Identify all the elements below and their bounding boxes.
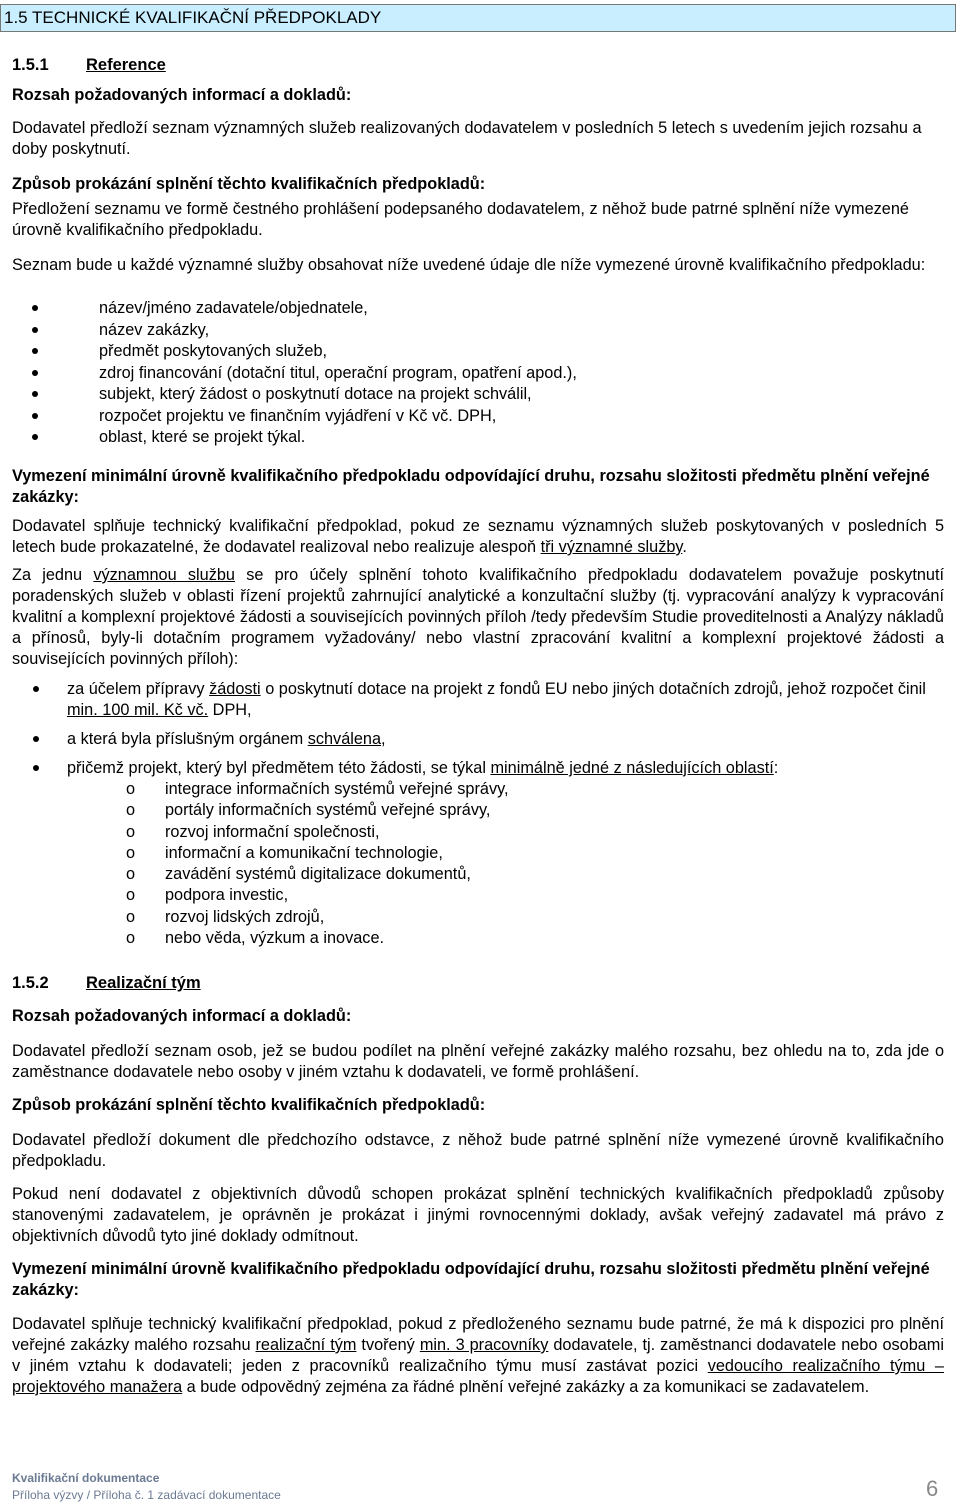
list-item: o rozvoj lidských zdrojů, — [0, 907, 509, 928]
list-item: název/jméno zadavatele/objednatele, — [0, 298, 577, 320]
list-item: subjekt, který žádost o poskytnutí dotace na projekt schválil, — [0, 384, 577, 406]
subsection-number: 1.5.1 — [12, 56, 49, 74]
footer-attachment-note: Příloha výzvy / Příloha č. 1 zadávací dokumentace — [12, 1488, 281, 1502]
paragraph-zpusob: Dodavatel předloží dokument dle předchozího odstavce, z něhož bude patrné splnění níže vymezené úrovně kvalifikačního předpokladu. — [12, 1131, 944, 1170]
areas-list — [0, 779, 509, 949]
subsection-number: 1.5.2 — [12, 974, 49, 992]
list-item: o rozvoj informační společnosti, — [0, 822, 509, 843]
subsection-title: Realizační tým — [86, 974, 201, 992]
footer-document-title: Kvalifikační dokumentace — [12, 1471, 160, 1485]
section-heading — [0, 4, 956, 32]
list-item: o integrace informačních systémů veřejné správy, — [0, 779, 509, 800]
paragraph-seznam: Seznam bude u každé významné služby obsahovat níže uvedené údaje dle níže vymezené úrovně kvalifikačního předpokladu: — [12, 256, 926, 274]
paragraph-zpusob: Předložení seznamu ve formě čestného prohlášení podepsaného dodavatelem, z něhož bude patrné splnění níže vymezené úrovně kvalifikačního předpokladu. — [12, 200, 909, 239]
condition-item: přičemž projekt, který byl předmětem této žádosti, se týkal minimálně jedné z následujících oblastí: — [12, 758, 944, 779]
page-number: 6 — [926, 1476, 939, 1501]
condition-item: za účelem přípravy žádosti o poskytnutí dotace na projekt z fondů EU nebo jiných dotačních zdrojů, jehož rozpočet činil min. 100 mil. Kč vč. DPH, — [12, 679, 944, 721]
list-item: o podpora investic, — [0, 885, 509, 906]
paragraph-pokud: Pokud není dodavatel z objektivních důvodů schopen prokázat splnění technických kvalifikačních předpokladů způsoby stanovenými zadavatelem, je oprávněn je prokázat i jinými rovnocennými doklady, avšak veřejný zadavatel má právo z objektivních důvodů tyto jiné doklady odmítnout. — [12, 1185, 944, 1245]
paragraph-splnuje: Dodavatel splňuje technický kvalifikační předpoklad, pokud ze seznamu významných služeb poskytovaných v posledních 5 letech bude prokazatelné, že dodavatel realizoval nebo realizuje alespoň tři významné služby. — [12, 517, 944, 556]
list-item: o informační a komunikační technologie, — [0, 843, 509, 864]
required-data-list — [0, 298, 577, 449]
heading-rozsah: Rozsah požadovaných informací a dokladů: — [12, 86, 352, 104]
section-title: 1.5 TECHNICKÉ KVALIFIKAČNÍ PŘEDPOKLADY — [4, 8, 382, 27]
paragraph-vyznamna-sluzba: Za jednu významnou službu se pro účely splnění tohoto kvalifikačního předpokladu dodavatelem považuje poskytnutí poradenských služeb v oblasti řízení projektů zahrnující analytické a konzultační služby (tj. vypracování analýzy k vypracování kvalitní a komplexní projektové žádosti a souvisejících povinných příloh /tedy především Studie proveditelnosti a Analýzy nákladů a přínosů, byly-li dotačním programem vyžadovány/ nebo vlastní zpracování kvalitní a komplexní projektové žádosti a souvisejících povinných příloh): — [12, 566, 944, 668]
heading-zpusob: Způsob prokázání splnění těchto kvalifikačních předpokladů: — [12, 1096, 486, 1114]
paragraph-tym: Dodavatel splňuje technický kvalifikační předpoklad, pokud z předloženého seznamu bude patrné, že má k dispozici pro plnění veřejné zakázky malého rozsahu realizační tým tvořený min. 3 pracovníky dodavatele, tj. zaměstnanci dodavatele nebo osobami v jiném vztahu k dodavateli; jeden z pracovníků realizačního týmu musí zastávat pozici vedoucího realizačního týmu – projektového manažera a bude odpovědný zejména za řádné plnění veřejné zakázky a za komunikaci se zadavatelem. — [12, 1315, 944, 1396]
heading-vymezeni: Vymezení minimální úrovně kvalifikačního předpokladu odpovídající druhu, rozsahu složitosti předmětu plnění veřejné zakázky: — [12, 467, 930, 506]
list-item: rozpočet projektu ve finančním vyjádření v Kč vč. DPH, — [0, 406, 577, 428]
paragraph-rozsah: Dodavatel předloží seznam osob, jež se budou podílet na plnění veřejné zakázky malého rozsahu, bez ohledu na to, zda jde o zaměstnance dodavatele nebo osoby v jiném vztahu k dodavateli, ve formě prohlášení. — [12, 1042, 944, 1081]
list-item: předmět poskytovaných služeb, — [0, 341, 577, 363]
heading-rozsah: Rozsah požadovaných informací a dokladů: — [12, 1007, 352, 1025]
heading-vymezeni: Vymezení minimální úrovně kvalifikačního předpokladu odpovídající druhu, rozsahu složitosti předmětu plnění veřejné zakázky: — [12, 1260, 930, 1299]
subsection-heading-reference — [12, 55, 166, 76]
paragraph-rozsah: Dodavatel předloží seznam významných služeb realizovaných dodavatelem v posledních 5 letech s uvedením jejich rozsahu a doby poskytnutí. — [12, 119, 922, 158]
list-item: zdroj financování (dotační titul, operační program, opatření apod.), — [0, 363, 577, 385]
heading-zpusob: Způsob prokázání splnění těchto kvalifikačních předpokladů: — [12, 175, 486, 193]
list-item: oblast, které se projekt týkal. — [0, 427, 577, 449]
subsection-title: Reference — [86, 56, 166, 74]
list-item: název zakázky, — [0, 320, 577, 342]
list-item: o nebo věda, výzkum a inovace. — [0, 928, 509, 949]
list-item: o portály informačních systémů veřejné správy, — [0, 800, 509, 821]
condition-item: a která byla příslušným orgánem schválena, — [12, 729, 944, 750]
list-item: o zavádění systémů digitalizace dokumentů, — [0, 864, 509, 885]
subsection-heading-realizacni-tym — [12, 973, 201, 994]
